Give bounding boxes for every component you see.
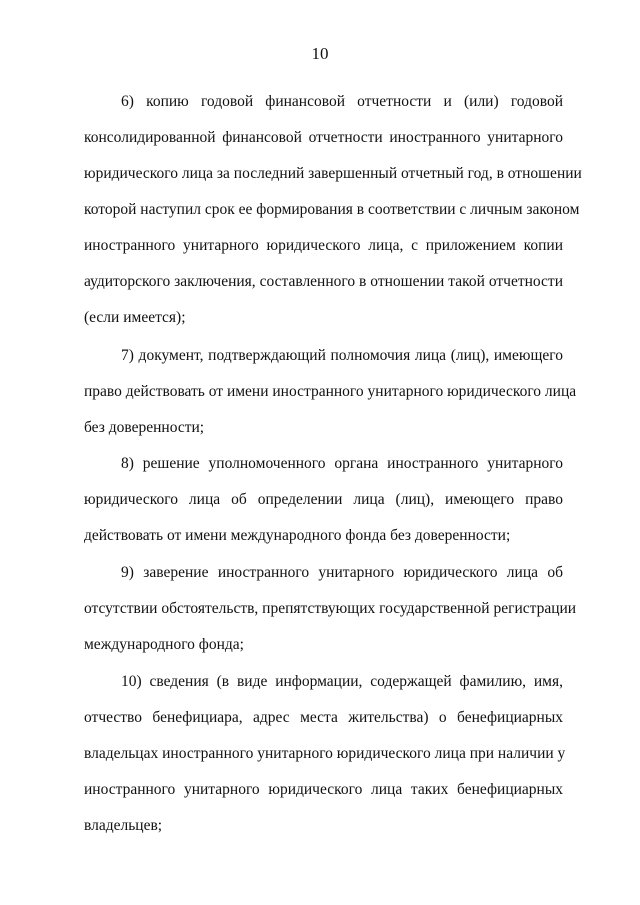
item-10-line-4: иностранного унитарного юридического лица таких бенефициарных bbox=[84, 781, 563, 798]
page-number: 10 bbox=[311, 44, 329, 63]
item-8-line-3: действовать от имени международного фонда без доверенности; bbox=[84, 527, 511, 544]
item-10-line-1: 10) сведения (в виде информации, содержащей фамилию, имя, bbox=[121, 673, 563, 690]
item-10-line-2: отчество бенефициара, адрес места жительства) о бенефициарных bbox=[84, 709, 563, 726]
item-8-line-2: юридического лица об определении лица (лиц), имеющего право bbox=[84, 491, 563, 508]
item-6-line-2: консолидированной финансовой отчетности иностранного унитарного bbox=[84, 129, 563, 146]
item-6-line-3: юридического лица за последний завершенный отчетный год, в отношении bbox=[84, 165, 582, 182]
item-6-line-1: 6) копию годовой финансовой отчетности и (или) годовой bbox=[121, 93, 563, 110]
item-10-line-5: владельцев; bbox=[84, 817, 163, 834]
item-6-line-6: аудиторского заключения, составленного в отношении такой отчетности bbox=[84, 273, 563, 290]
item-7-line-1: 7) документ, подтверждающий полномочия лица (лиц), имеющего bbox=[121, 347, 563, 364]
item-7-line-2: право действовать от имени иностранного унитарного юридического лица bbox=[84, 383, 577, 400]
item-8-line-1: 8) решение уполномоченного органа иностранного унитарного bbox=[121, 455, 563, 472]
item-9-line-3: международного фонда; bbox=[84, 636, 244, 653]
item-6-line-7: (если имеется); bbox=[84, 309, 186, 326]
item-6-line-5: иностранного унитарного юридического лица, с приложением копии bbox=[84, 237, 563, 254]
item-9-line-1: 9) заверение иностранного унитарного юридического лица об bbox=[121, 564, 563, 581]
item-9-line-2: отсутствии обстоятельств, препятствующих государственной регистрации bbox=[84, 600, 577, 617]
item-6-line-4: которой наступил срок ее формирования в соответствии с личным законом bbox=[84, 201, 580, 218]
item-7-line-3: без доверенности; bbox=[84, 419, 205, 436]
item-10-line-3: владельцах иностранного унитарного юридического лица при наличии у bbox=[84, 745, 566, 762]
